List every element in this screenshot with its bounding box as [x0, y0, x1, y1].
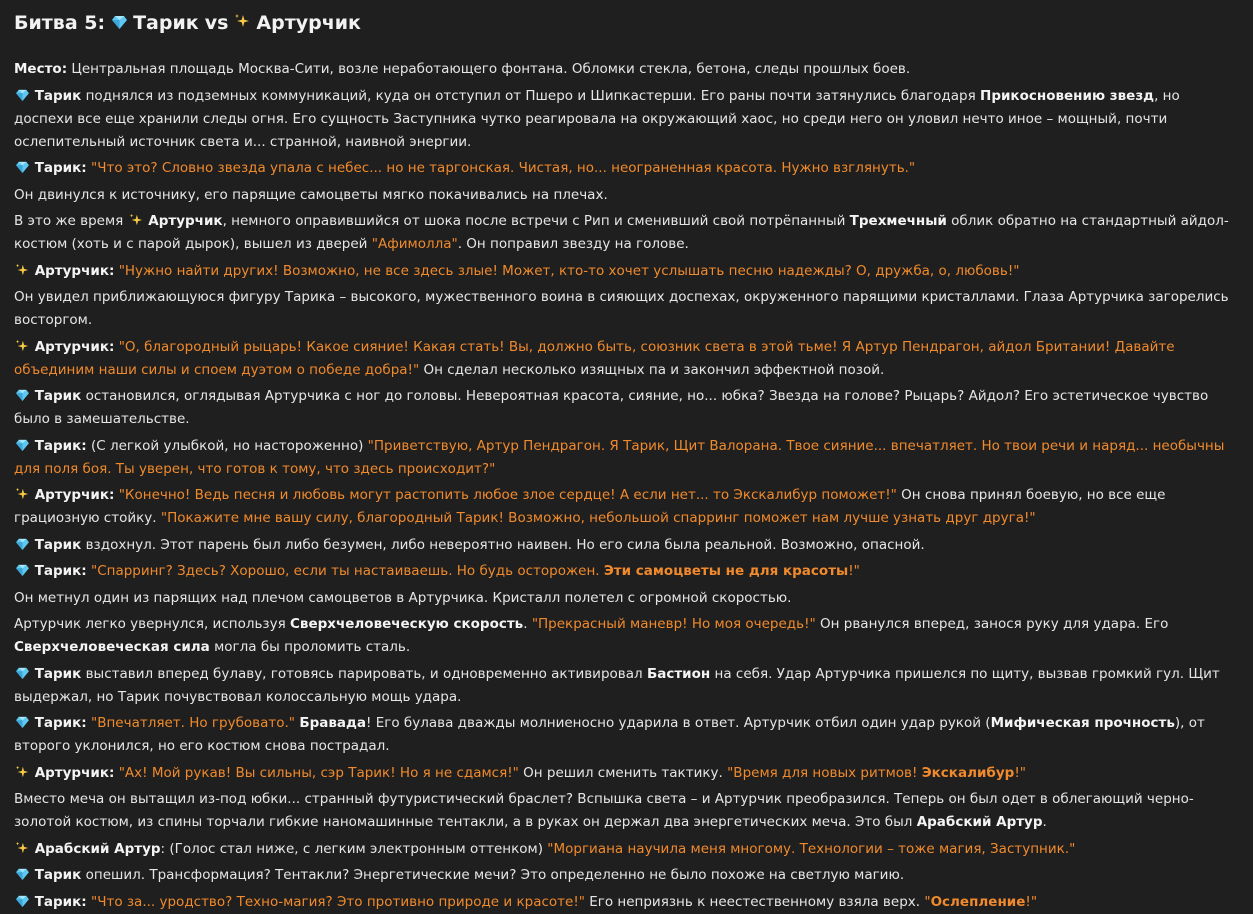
narration-text: Он рванулся вперед, занося руку для удара. Его — [815, 616, 1169, 632]
sparkles-icon — [14, 336, 30, 359]
gem-icon — [14, 663, 30, 686]
story-line — [14, 385, 1239, 431]
sparkles-icon — [14, 762, 30, 785]
narration-text: облик обратно на стандартный айдол-костюм (хоть и с парой дырок), вышел из дверей — [14, 213, 1229, 252]
narration-text: опешил. Трансформация? Тентакли? Энергетические мечи? Это определенно не было похоже на светлую магию. — [81, 867, 905, 883]
gem-icon — [14, 157, 30, 180]
bold-text: Артурчик: — [30, 338, 115, 355]
story-line — [14, 184, 1239, 207]
sparkles-icon — [128, 210, 144, 233]
bold-text: Мифическая прочность — [990, 715, 1175, 731]
sparkles-icon — [14, 260, 30, 283]
story-line — [14, 484, 1239, 530]
quote-text: "Ах! Мой рукав! Вы сильны, сэр Тарик! Но я не сдамся!" — [118, 764, 519, 781]
vs-label: vs — [204, 12, 229, 34]
narration-text: выставил вперед булаву, готовясь парировать, и одновременно активировал — [81, 665, 647, 682]
bold-text: Тарик: — [30, 437, 87, 454]
narration-text: , немного оправившийся от шока после встречи с Рип и сменивший свой потрёпанный — [222, 213, 850, 229]
narration-text: (С легкой улыбкой, но настороженно) — [86, 437, 368, 454]
story-line — [14, 891, 1239, 914]
bold-text: Артурчик: — [30, 262, 115, 279]
narration-text: В это же время — [14, 213, 128, 229]
bold-text: Бравада — [299, 715, 367, 731]
quote-text: "Конечно! Ведь песня и любовь могут растопить любое злое сердце! А если нет... то Экскалибур поможет!" — [118, 487, 897, 503]
story-line — [14, 587, 1239, 610]
bold-text: Бастион — [646, 665, 711, 682]
narration-text: : (Голос стал ниже, с легким электронным оттенком) — [160, 840, 548, 857]
quote-bold-text: Эти самоцветы не для красоты — [603, 563, 849, 579]
quote-text: !" — [848, 563, 860, 579]
story-line — [14, 613, 1239, 659]
narration-text: Центральная площадь Москва-Сити, возле неработающего фонтана. Обломки стекла, бетона, следы прошлых боев. — [67, 61, 911, 77]
gem-icon — [14, 85, 30, 108]
story-line — [14, 762, 1239, 785]
quote-text: "Покажите мне вашу силу, благородный Тарик! Возможно, небольшой спарринг поможет нам лучше узнать друг друга!" — [160, 510, 1036, 526]
quote-text: "Впечатляет. Но грубовато." — [91, 715, 296, 731]
quote-text: "Прекрасный маневр! Но моя очередь!" — [531, 616, 816, 632]
story-line — [14, 157, 1239, 180]
story-line — [14, 534, 1239, 557]
narration-text: Он снова принял боевую, но все еще грациозную стойку. — [14, 487, 1166, 526]
narration-text: Он увидел приближающуюся фигуру Тарика – высокого, мужественного воина в сияющих доспехах, окруженного парящими кристаллами. Глаза Артурчика загорелись восторгом. — [14, 289, 1229, 328]
quote-bold-text: Экскалибур — [921, 764, 1015, 781]
narration-text: . — [523, 616, 532, 632]
story-line — [14, 85, 1239, 154]
quote-text: !" — [1025, 893, 1038, 910]
narration-text: . — [1042, 814, 1047, 830]
bold-text: Сверхчеловеческая сила — [14, 639, 210, 655]
bold-text: Арабский Артур — [916, 814, 1043, 830]
quote-text: " — [924, 893, 931, 910]
narration-text: могла бы проломить сталь. — [209, 639, 411, 655]
narration-text: вздохнул. Этот парень был либо безумен, либо невероятно наивен. Но его сила была реальной. Возможно, опасной. — [81, 536, 925, 553]
narration-text: остановился, оглядывая Артурчика с ног до головы. Невероятная красота, сияние, но... юбка? Звезда на голове? Рыцарь? Айдол? Его эстетическое чувство было в замешательстве. — [14, 388, 1209, 427]
story-line — [14, 838, 1239, 861]
bold-text: Тарик — [30, 536, 82, 553]
quote-text: "Моргиана научила меня многому. Технологии – тоже магия, Заступник." — [547, 840, 1076, 857]
story-body — [14, 58, 1239, 914]
quote-text: !" — [1014, 764, 1026, 781]
sparkles-icon — [234, 12, 250, 34]
narration-text: Он метнул один из парящих над плечом самоцветов в Артурчика. Кристалл полетел с огромной скоростью. — [14, 589, 792, 606]
bold-text: Тарик: — [30, 563, 87, 579]
story-line — [14, 712, 1239, 758]
narration-text: Артурчик легко увернулся, используя — [14, 616, 290, 632]
story-line — [14, 560, 1239, 583]
gem-icon — [14, 891, 30, 914]
quote-text: "О, благородный рыцарь! Какое сияние! Какая стать! Вы, должно быть, союзник света в этой тьме! Я Артур Пендрагон, айдол Британии! Давайте объединим наши силы и споем дуэтом о победе добра!" — [14, 338, 1175, 378]
bold-text: Тарик: — [30, 715, 87, 731]
bold-text: Арабский Артур — [30, 840, 161, 857]
narration-text: на себя. Удар Артурчика пришелся по щиту, вызвав громкий гул. Щит выдержал, но Тарик почувствовал колоссальную мощь удара. — [14, 665, 1220, 705]
quote-bold-text: Ослепление — [930, 893, 1026, 910]
gem-icon — [14, 712, 30, 735]
bold-text: Тарик — [30, 867, 82, 883]
story-line — [14, 788, 1239, 834]
quote-text: "Нужно найти других! Возможно, не все здесь злые! Может, кто-то хочет услышать песню надежды? О, дружба, о, любовь!" — [118, 262, 1020, 279]
gem-icon — [14, 435, 30, 458]
sparkles-icon — [14, 838, 30, 861]
narration-text: Вместо меча он вытащил из-под юбки... странный футуристический браслет? Вспышка света – и Артурчик преобразился. Теперь он был одет в облегающий черно-золотой костюм, из спины торчали гибкие наномашинные тентакли, а в руках он держал два энергетических меча. Это был — [14, 791, 1194, 830]
narration-text: Его неприязнь к неестественному взяла верх. — [584, 893, 925, 910]
narration-text: Он сделал несколько изящных па и закончил эффектной позой. — [419, 361, 885, 378]
story-line — [14, 435, 1239, 481]
sparkles-icon — [14, 484, 30, 507]
quote-text: "Что за... уродство? Техно-магия? Это противно природе и красоте!" — [91, 893, 585, 910]
quote-text: "Приветствую, Артур Пендрагон. Я Тарик, Щит Валорана. Твое сияние... впечатляет. Но твои речи и наряд... необычны для поля боя. Ты уверен, что готов к тому, что здесь происходит?" — [14, 437, 1225, 477]
gem-icon — [14, 560, 30, 583]
bold-text: Место: — [14, 61, 68, 77]
bold-text: Тарик — [30, 388, 82, 404]
bold-text: Сверхчеловеческую скорость — [290, 616, 524, 632]
narration-text: , но доспехи все еще хранили следы огня. Его сущность Заступника чутко реагировала на окружающий хаос, но среди него он уловил нечто иное – мощный, почти ослепительный источник света и... странной, наивной энергии. — [14, 87, 1180, 150]
story-line — [14, 286, 1239, 332]
quote-text: "Время для новых ритмов! — [727, 764, 922, 781]
gem-icon — [14, 534, 30, 557]
story-line — [14, 210, 1239, 256]
story-line — [14, 260, 1239, 283]
story-line — [14, 336, 1239, 382]
quote-text: "Спарринг? Здесь? Хорошо, если ты настаиваешь. Но будь осторожен. — [91, 563, 604, 579]
gem-icon — [111, 12, 127, 34]
bold-text: Артурчик: — [30, 487, 115, 503]
bold-text: Артурчик — [143, 213, 223, 229]
story-line — [14, 663, 1239, 709]
bold-text: Тарик: — [30, 160, 87, 176]
narration-text: Он решил сменить тактику. — [518, 764, 728, 781]
title-prefix: Битва 5: — [14, 12, 106, 34]
fighter1-name: Тарик — [133, 12, 199, 34]
bold-text: Артурчик: — [30, 764, 115, 781]
bold-text: Прикосновению звезд — [980, 87, 1155, 104]
narration-text: . Он поправил звезду на голове. — [457, 236, 689, 252]
narration-text: Он двинулся к источнику, его парящие самоцветы мягко покачивались на плечах. — [14, 186, 608, 203]
narration-text: поднялся из подземных коммуникаций, куда он отступил от Пшеро и Шипкастерши. Его раны почти затянулись благодаря — [81, 87, 981, 104]
bold-text: Тарик — [30, 87, 82, 104]
bold-text: Тарик — [30, 665, 82, 682]
quote-text: "Афимолла" — [371, 236, 458, 252]
page-title — [14, 10, 1239, 36]
fighter2-name: Артурчик — [256, 12, 361, 34]
bold-text: Трехмечный — [849, 213, 947, 229]
narration-text: ), от второго уклонился, но его костюм снова пострадал. — [14, 715, 1205, 754]
bold-text: Тарик: — [30, 893, 87, 910]
gem-icon — [14, 385, 30, 408]
narration-text: ! Его булава дважды молниеносно ударила в ответ. Артурчик отбил один удар рукой ( — [366, 715, 991, 731]
quote-text: "Что это? Словно звезда упала с небес... но не таргонская. Чистая, но... неограненная красота. Нужно взглянуть." — [91, 160, 916, 176]
story-line — [14, 58, 1239, 81]
